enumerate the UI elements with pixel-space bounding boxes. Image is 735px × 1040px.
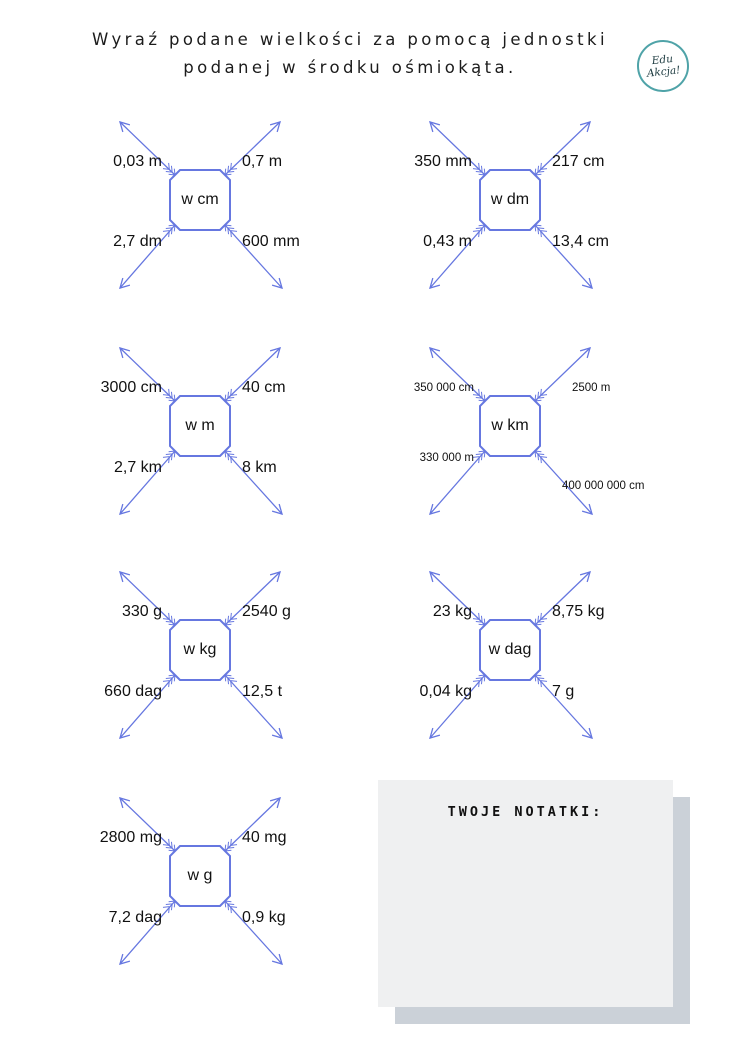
- quantity-tr: 40 mg: [242, 829, 287, 846]
- quantity-tl: 350 mm: [414, 153, 472, 170]
- quantity-bl: 660 dag: [104, 683, 162, 700]
- quantity-br: 400 000 000 cm: [562, 480, 645, 492]
- quantity-br: 7 g: [552, 683, 575, 700]
- quantity-br: 0,9 kg: [242, 909, 286, 926]
- notes-title: TWOJE NOTATKI:: [447, 804, 604, 820]
- quantity-bl: 2,7 km: [113, 459, 162, 476]
- logo-line-1: Edu: [651, 52, 674, 68]
- worksheet-title: [0, 26, 700, 82]
- quantity-tr: 2500 m: [572, 382, 611, 394]
- quantity-tr: 217 cm: [552, 153, 605, 170]
- exercise-km: [400, 336, 660, 526]
- exercise-cm: [90, 110, 350, 300]
- quantity-tr: 2540 g: [242, 603, 291, 620]
- quantity-tr: 0,7 m: [242, 153, 283, 170]
- title-line-1: Wyraź podane wielkości za pomocą jednostki: [92, 30, 608, 49]
- quantity-br: 13,4 cm: [552, 233, 609, 250]
- quantity-tl: 330 g: [121, 603, 162, 620]
- target-unit-label: w m: [185, 417, 215, 434]
- target-unit-label: w dag: [488, 641, 532, 658]
- target-unit-label: w kg: [183, 641, 217, 658]
- quantity-br: 12,5 t: [242, 683, 283, 700]
- title-line-2: podanej w środku ośmiokąta.: [183, 58, 517, 77]
- quantity-tr: 8,75 kg: [552, 603, 605, 620]
- quantity-bl: 7,2 dag: [108, 909, 162, 926]
- quantity-bl: 330 000 m: [419, 452, 474, 464]
- quantity-tr: 40 cm: [242, 379, 286, 396]
- notes-box[interactable]: [378, 780, 673, 1007]
- quantity-bl: 2,7 dm: [113, 233, 162, 250]
- quantity-br: 8 km: [242, 459, 277, 476]
- logo-line-2: Akcja!: [646, 64, 681, 80]
- quantity-br: 600 mm: [242, 233, 300, 250]
- target-unit-label: w cm: [181, 191, 219, 208]
- quantity-bl: 0,43 m: [423, 233, 472, 250]
- quantity-tl: 23 kg: [432, 603, 472, 620]
- exercise-m: [90, 336, 350, 526]
- quantity-tl: 3000 cm: [100, 379, 162, 396]
- exercise-g: [90, 786, 350, 976]
- exercise-dag: [400, 560, 660, 750]
- quantity-tl: 0,03 m: [113, 153, 162, 170]
- exercise-dm: [400, 110, 660, 300]
- target-unit-label: w dm: [490, 191, 530, 208]
- quantity-tl: 2800 mg: [99, 829, 162, 846]
- exercise-kg: [90, 560, 350, 750]
- quantity-bl: 0,04 kg: [419, 683, 472, 700]
- quantity-tl: 350 000 cm: [413, 382, 474, 394]
- target-unit-label: w km: [491, 417, 529, 434]
- target-unit-label: w g: [187, 867, 213, 884]
